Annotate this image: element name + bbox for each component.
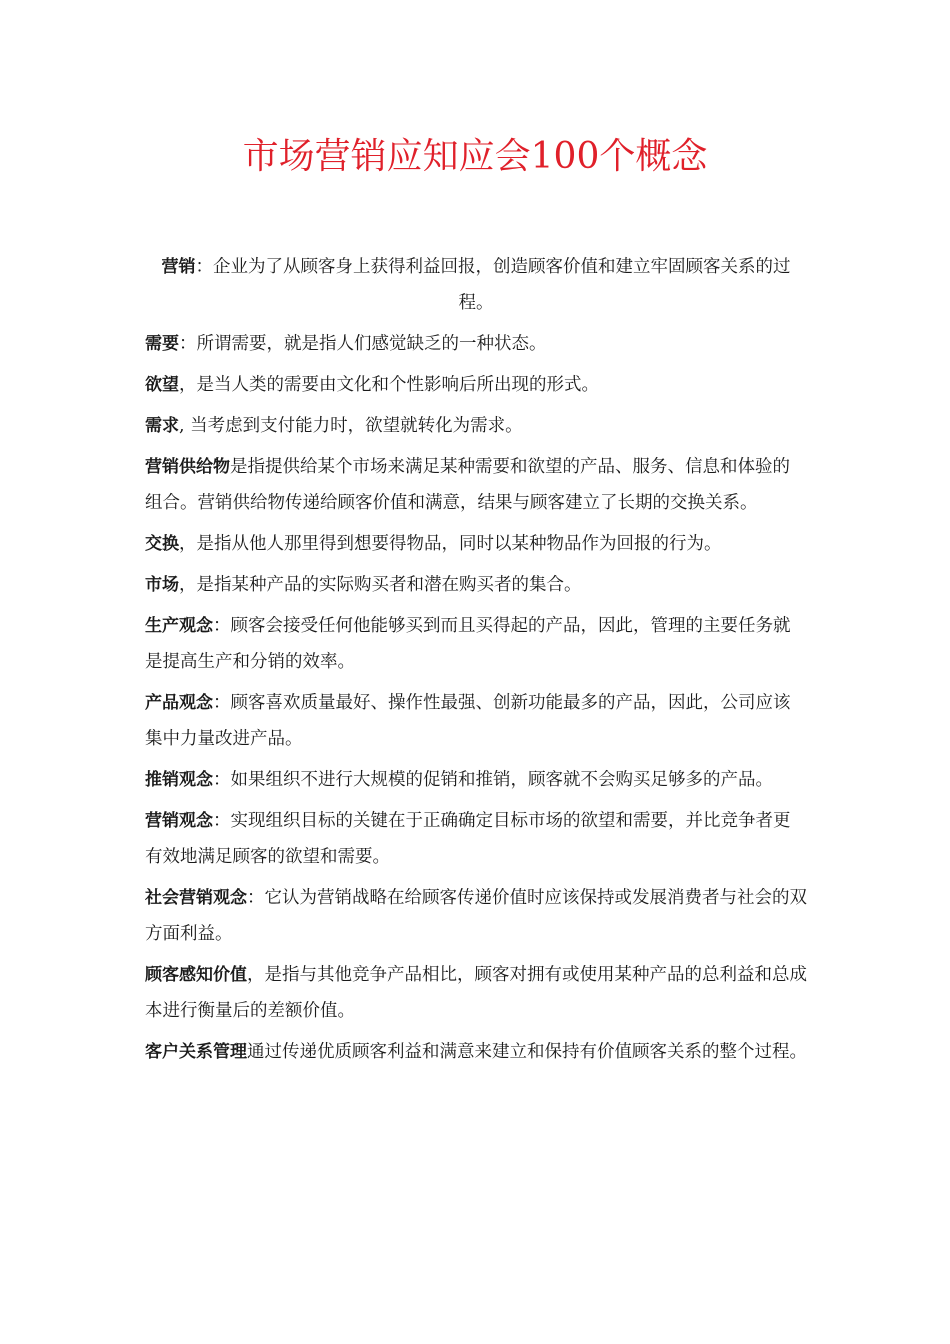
- term-item: [145, 567, 807, 603]
- term-name: 推销观念: [145, 770, 213, 790]
- term-name: 生产观念: [145, 616, 213, 636]
- term-definition: 企业为了从顾客身上获得利益回报，创造顾客价值和建立牢固顾客关系的过程。: [213, 257, 791, 313]
- term-separator: ：: [247, 888, 265, 908]
- term-definition: 是指与其他竞争产品相比，顾客对拥有或使用某种产品的总利益和总成本进行衡量后的差额价值。: [145, 965, 807, 1021]
- term-name: 欲望: [145, 375, 179, 395]
- term-separator: ：: [195, 257, 213, 277]
- term-name: 社会营销观念: [145, 888, 247, 908]
- term-definition: 是指从他人那里得到想要得物品，同时以某种物品作为回报的行为。: [196, 534, 722, 554]
- term-definition: 它认为营销战略在给顾客传递价值时应该保持或发展消费者与社会的双方面利益。: [145, 888, 807, 944]
- term-name: 营销: [161, 257, 196, 277]
- term-name: 营销供给物: [145, 457, 230, 477]
- term-separator: ,: [179, 416, 191, 436]
- term-list: [145, 249, 807, 1075]
- term-item: [145, 449, 807, 521]
- term-name: 市场: [145, 575, 179, 595]
- page-title: 市场营销应知应会100个概念: [242, 136, 708, 177]
- term-separator: ，: [179, 575, 197, 595]
- term-definition: 所谓需要，就是指人们感觉缺乏的一种状态。: [196, 334, 547, 354]
- term-item: [145, 326, 807, 362]
- term-name: 交换: [145, 534, 179, 554]
- term-item: [145, 762, 807, 798]
- term-definition: 通过传递优质顾客利益和满意来建立和保持有价值顾客关系的整个过程。: [247, 1042, 807, 1062]
- term-definition: 顾客会接受任何他能够买到而且买得起的产品，因此，管理的主要任务就是提高生产和分销的效率。: [145, 616, 791, 672]
- term-definition: 顾客喜欢质量最好、操作性最强、创新功能最多的产品，因此，公司应该集中力量改进产品。: [145, 693, 791, 749]
- term-definition: 如果组织不进行大规模的促销和推销，顾客就不会购买足够多的产品。: [230, 770, 773, 790]
- term-item: [145, 526, 807, 562]
- term-definition: 是当人类的需要由文化和个性影响后所出现的形式。: [196, 375, 599, 395]
- term-definition: 实现组织目标的关键在于正确确定目标市场的欲望和需要，并比竞争者更有效地满足顾客的欲望和需要。: [145, 811, 791, 867]
- term-item: [145, 249, 807, 321]
- term-separator: ：: [213, 616, 231, 636]
- term-name: 客户关系管理: [145, 1042, 247, 1062]
- term-item: [145, 957, 807, 1029]
- term-item: [145, 685, 807, 757]
- term-separator: ，: [179, 534, 197, 554]
- term-separator: ，: [179, 375, 197, 395]
- term-definition: 当考虑到支付能力时，欲望就转化为需求。: [190, 416, 523, 436]
- term-name: 营销观念: [145, 811, 213, 831]
- term-item: [145, 367, 807, 403]
- term-name: 需求: [145, 416, 179, 436]
- term-name: 产品观念: [145, 693, 213, 713]
- term-item: [145, 1034, 807, 1070]
- term-separator: ：: [179, 334, 197, 354]
- term-separator: ：: [213, 770, 231, 790]
- term-separator: ：: [213, 693, 231, 713]
- term-item: [145, 880, 807, 952]
- term-item: [145, 803, 807, 875]
- term-name: 顾客感知价值: [145, 965, 247, 985]
- term-separator: ：: [213, 811, 231, 831]
- term-separator: ，: [247, 965, 265, 985]
- term-definition: 是指某种产品的实际购买者和潜在购买者的集合。: [196, 575, 582, 595]
- term-item: [145, 408, 807, 444]
- term-definition: 是指提供给某个市场来满足某种需要和欲望的产品、服务、信息和体验的组合。营销供给物传递给顾客价值和满意，结果与顾客建立了长期的交换关系。: [145, 457, 790, 513]
- term-item: [145, 608, 807, 680]
- term-name: 需要: [145, 334, 179, 354]
